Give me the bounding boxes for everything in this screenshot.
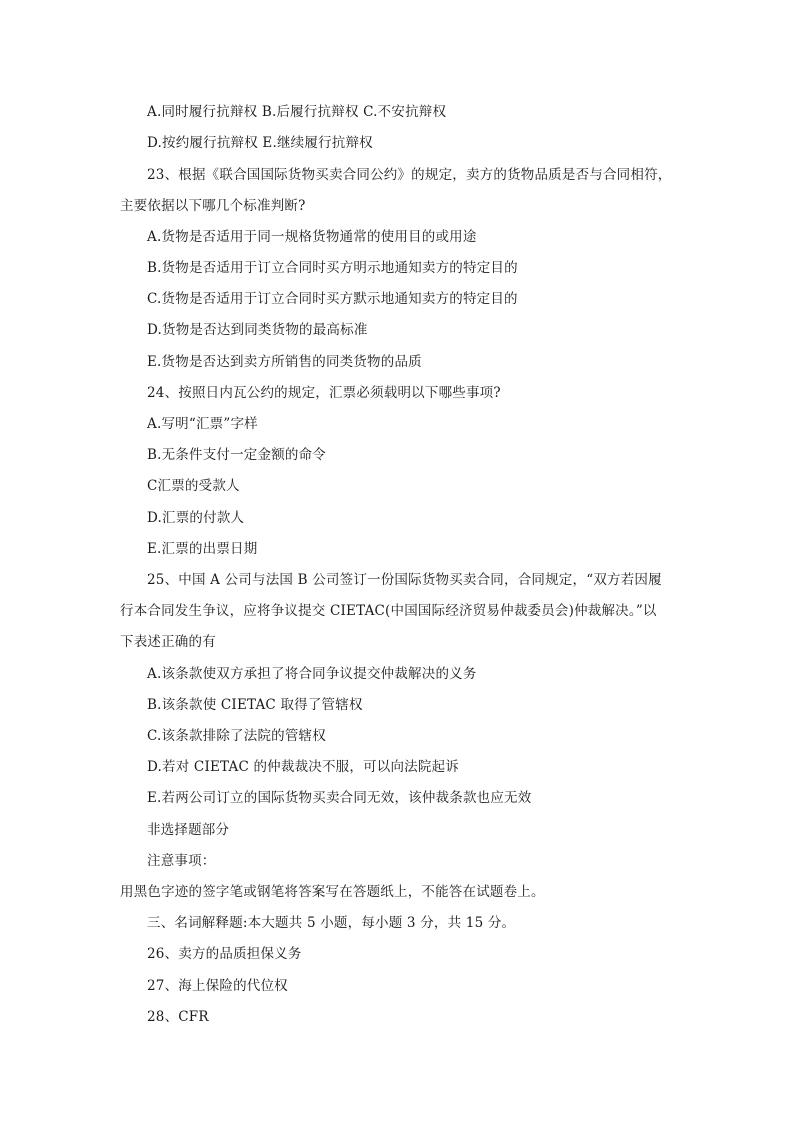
question-line: 下表述正确的有 xyxy=(120,634,216,650)
question-line: 24、按照日内瓦公约的规定，汇票必须载明以下哪些事项? xyxy=(147,385,501,401)
option-line: E.若两公司订立的国际货物买卖合同无效，该仲裁条款也应无效 xyxy=(147,790,532,806)
question-line: 26、卖方的品质担保义务 xyxy=(147,946,302,962)
option-line: B.无条件支付一定金额的命令 xyxy=(147,447,327,463)
notice-heading: 注意事项： xyxy=(147,853,216,869)
question-line: 主要依据以下哪几个标准判断? xyxy=(120,198,306,214)
option-line: B.货物是否适用于订立合同时买方明示地通知卖方的特定目的 xyxy=(147,260,518,276)
option-line: D.若对 CIETAC 的仲裁裁决不服，可以向法院起诉 xyxy=(147,759,459,775)
option-line: D.按约履行抗辩权 E.继续履行抗辩权 xyxy=(147,135,373,151)
option-line: E.货物是否达到卖方所销售的同类货物的品质 xyxy=(147,354,422,370)
option-line: A.写明“汇票”字样 xyxy=(147,416,258,432)
question-line: 23、根据《联合国国际货物买卖合同公约》的规定，卖方的货物品质是否与合同相符， xyxy=(147,167,672,183)
question-line: 27、海上保险的代位权 xyxy=(147,978,288,994)
option-line: C.该条款排除了法院的管辖权 xyxy=(147,728,326,744)
question-line: 行本合同发生争议，应将争议提交 CIETAC(中国国际经济贸易仲裁委员会)仲裁解决。”以 xyxy=(120,603,657,619)
option-line: C汇票的受款人 xyxy=(147,478,240,494)
question-line: 28、CFR xyxy=(147,1009,209,1025)
option-line: C.货物是否适用于订立合同时买方默示地通知卖方的特定目的 xyxy=(147,291,518,307)
option-line: A.该条款使双方承担了将合同争议提交仲裁解决的义务 xyxy=(147,666,477,682)
option-line: E.汇票的出票日期 xyxy=(147,541,258,557)
option-line: D.货物是否达到同类货物的最高标准 xyxy=(147,322,368,338)
section-heading: 非选择题部分 xyxy=(147,822,230,838)
option-line: B.该条款使 CIETAC 取得了管辖权 xyxy=(147,697,363,713)
option-line: A.同时履行抗辩权 B.后履行抗辩权 C.不安抗辩权 xyxy=(147,104,447,120)
question-line: 25、中国 A 公司与法国 B 公司签订一份国际货物买卖合同，合同规定，“双方若因履 xyxy=(147,572,662,588)
option-line: A.货物是否适用于同一规格货物通常的使用目的或用途 xyxy=(147,229,477,245)
option-line: D.汇票的付款人 xyxy=(147,510,245,526)
section-title: 三、名词解释题:本大题共 5 小题，每小题 3 分，共 15 分。 xyxy=(147,915,516,931)
notice-text: 用黑色字迹的签字笔或钢笔将答案写在答题纸上，不能答在试题卷上。 xyxy=(120,884,545,900)
